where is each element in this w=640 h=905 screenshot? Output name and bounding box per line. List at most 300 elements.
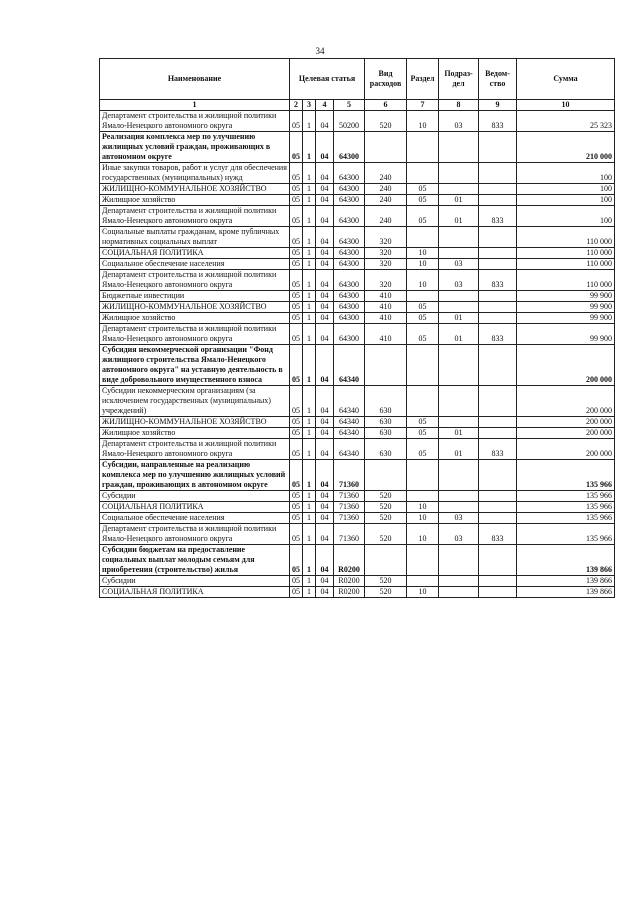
row-target-part-3: 04 [316,259,334,270]
row-target-part-1: 05 [290,302,303,313]
row-department [479,587,517,598]
header-department: Ведом-ство [479,59,517,100]
row-target-part-3: 04 [316,502,334,513]
row-name: Департамент строительства и жилищной политики Ямало-Ненецкого автономного округа [100,324,290,345]
row-department [479,248,517,259]
row-target-part-4: 64300 [334,291,365,302]
row-target-part-2: 1 [303,524,316,545]
row-department [479,163,517,184]
row-target-part-2: 1 [303,302,316,313]
row-subsection: 01 [439,324,479,345]
header-subsection: Подраз-дел [439,59,479,100]
table-row [100,195,615,206]
row-section: 05 [407,195,439,206]
row-target-part-2: 1 [303,460,316,491]
row-target-part-1: 05 [290,227,303,248]
row-target-part-4: R0200 [334,576,365,587]
row-amount: 210 000 [517,132,615,163]
header-target-article: Целевая статья [290,59,365,100]
row-subsection [439,345,479,386]
row-section: 05 [407,417,439,428]
row-department [479,291,517,302]
row-target-part-1: 05 [290,417,303,428]
row-amount: 135 966 [517,513,615,524]
row-expense-type: 520 [365,111,407,132]
row-name: Департамент строительства и жилищной политики Ямало-Ненецкого автономного округа [100,206,290,227]
row-target-part-1: 05 [290,386,303,417]
row-target-part-1: 05 [290,428,303,439]
column-number: 2 [290,100,303,111]
table-row [100,291,615,302]
row-target-part-1: 05 [290,270,303,291]
row-target-part-4: 64300 [334,227,365,248]
row-expense-type: 520 [365,513,407,524]
row-amount: 99 900 [517,324,615,345]
row-section: 05 [407,206,439,227]
row-department: 833 [479,206,517,227]
row-target-part-4: 71360 [334,460,365,491]
row-target-part-3: 04 [316,111,334,132]
row-target-part-2: 1 [303,195,316,206]
row-target-part-1: 05 [290,513,303,524]
row-target-part-1: 05 [290,132,303,163]
row-target-part-4: 71360 [334,513,365,524]
table-row [100,439,615,460]
table-row [100,259,615,270]
row-name: Департамент строительства и жилищной политики Ямало-Ненецкого автономного округа [100,270,290,291]
row-section: 05 [407,302,439,313]
column-number: 5 [334,100,365,111]
row-target-part-3: 04 [316,313,334,324]
row-department [479,576,517,587]
row-department: 833 [479,524,517,545]
row-subsection: 01 [439,313,479,324]
row-name: СОЦИАЛЬНАЯ ПОЛИТИКА [100,248,290,259]
row-target-part-2: 1 [303,502,316,513]
row-target-part-3: 04 [316,513,334,524]
row-department [479,227,517,248]
row-amount: 135 966 [517,491,615,502]
row-expense-type: 410 [365,324,407,345]
row-target-part-3: 04 [316,345,334,386]
row-expense-type: 630 [365,386,407,417]
row-target-part-1: 05 [290,206,303,227]
table-row [100,111,615,132]
row-target-part-2: 1 [303,513,316,524]
row-name: Реализация комплекса мер по улучшению жилищных условий граждан, проживающих в автономном округе [100,132,290,163]
table-row [100,227,615,248]
row-section [407,576,439,587]
row-target-part-4: 64340 [334,417,365,428]
table-row [100,386,615,417]
row-name: Департамент строительства и жилищной политики Ямало-Ненецкого автономного округа [100,111,290,132]
row-target-part-3: 04 [316,227,334,248]
row-expense-type: 320 [365,227,407,248]
row-subsection: 03 [439,270,479,291]
row-expense-type: 520 [365,576,407,587]
row-amount: 99 900 [517,291,615,302]
row-target-part-1: 05 [290,195,303,206]
row-expense-type [365,545,407,576]
row-section: 10 [407,587,439,598]
row-target-part-1: 05 [290,248,303,259]
row-amount: 100 [517,195,615,206]
table-row [100,345,615,386]
row-section [407,386,439,417]
row-expense-type: 320 [365,259,407,270]
row-amount: 200 000 [517,345,615,386]
row-target-part-2: 1 [303,163,316,184]
column-number: 6 [365,100,407,111]
row-expense-type [365,345,407,386]
row-section [407,227,439,248]
table-row [100,324,615,345]
table-row [100,206,615,227]
row-amount: 200 000 [517,428,615,439]
row-name: Субсидии, направленные на реализацию комплекса мер по улучшению жилищных условий граждан, проживающих в автономном округе [100,460,290,491]
row-target-part-4: 64300 [334,195,365,206]
row-amount: 110 000 [517,248,615,259]
row-department [479,513,517,524]
row-name: Жилищное хозяйство [100,195,290,206]
row-name: Социальное обеспечение населения [100,259,290,270]
row-department [479,386,517,417]
row-department [479,195,517,206]
row-expense-type: 520 [365,524,407,545]
row-target-part-4: 64300 [334,206,365,227]
row-amount: 110 000 [517,270,615,291]
row-subsection: 03 [439,259,479,270]
row-name: ЖИЛИЩНО-КОММУНАЛЬНОЕ ХОЗЯЙСТВО [100,417,290,428]
row-target-part-2: 1 [303,184,316,195]
row-section [407,163,439,184]
row-target-part-3: 04 [316,324,334,345]
row-target-part-3: 04 [316,417,334,428]
row-subsection [439,291,479,302]
row-target-part-2: 1 [303,439,316,460]
row-name: Иные закупки товаров, работ и услуг для обеспечения государственных (муниципальных) нужд [100,163,290,184]
row-target-part-4: 64300 [334,248,365,259]
row-subsection [439,502,479,513]
row-target-part-2: 1 [303,324,316,345]
row-target-part-3: 04 [316,491,334,502]
row-name: Субсидии [100,491,290,502]
header-amount: Сумма [517,59,615,100]
column-number: 7 [407,100,439,111]
row-department [479,545,517,576]
row-target-part-4: 64300 [334,163,365,184]
row-target-part-3: 04 [316,545,334,576]
row-expense-type: 240 [365,184,407,195]
row-target-part-3: 04 [316,576,334,587]
row-amount: 200 000 [517,417,615,428]
row-target-part-3: 04 [316,428,334,439]
row-department [479,417,517,428]
row-target-part-1: 05 [290,111,303,132]
row-expense-type: 240 [365,195,407,206]
row-target-part-4: 71360 [334,491,365,502]
row-target-part-4: 64300 [334,259,365,270]
column-number-row [100,100,615,111]
row-name: СОЦИАЛЬНАЯ ПОЛИТИКА [100,502,290,513]
row-target-part-4: 64340 [334,439,365,460]
table-row [100,270,615,291]
row-expense-type: 520 [365,491,407,502]
row-target-part-4: R0200 [334,545,365,576]
row-target-part-2: 1 [303,587,316,598]
row-target-part-1: 05 [290,313,303,324]
row-name: Социальные выплаты гражданам, кроме публичных нормативных социальных выплат [100,227,290,248]
row-amount: 25 323 [517,111,615,132]
row-expense-type: 630 [365,439,407,460]
row-target-part-2: 1 [303,345,316,386]
row-target-part-1: 05 [290,163,303,184]
row-subsection [439,386,479,417]
row-target-part-2: 1 [303,270,316,291]
row-department [479,428,517,439]
table-row [100,163,615,184]
row-target-part-1: 05 [290,587,303,598]
row-target-part-2: 1 [303,386,316,417]
row-target-part-1: 05 [290,259,303,270]
row-target-part-4: 64340 [334,345,365,386]
row-target-part-1: 05 [290,545,303,576]
row-name: СОЦИАЛЬНАЯ ПОЛИТИКА [100,587,290,598]
row-amount: 139 866 [517,576,615,587]
row-section: 10 [407,111,439,132]
row-name: Субсидия некоммерческой организации "Фонд жилищного строительства Ямало-Ненецкого автономного округа" на уставную деятельность в виде добровольного имущественного взноса [100,345,290,386]
row-expense-type: 630 [365,417,407,428]
row-name: Бюджетные инвестиции [100,291,290,302]
row-section [407,132,439,163]
row-target-part-1: 05 [290,345,303,386]
row-department: 833 [479,270,517,291]
row-target-part-3: 04 [316,195,334,206]
row-subsection: 03 [439,513,479,524]
row-department [479,502,517,513]
row-section [407,545,439,576]
row-target-part-3: 04 [316,587,334,598]
column-number: 8 [439,100,479,111]
row-section [407,345,439,386]
row-subsection: 01 [439,439,479,460]
row-name: Департамент строительства и жилищной политики Ямало-Ненецкого автономного округа [100,439,290,460]
row-target-part-1: 05 [290,439,303,460]
header-name: Наименование [100,59,290,100]
row-section: 05 [407,428,439,439]
row-name: Департамент строительства и жилищной политики Ямало-Ненецкого автономного округа [100,524,290,545]
row-subsection [439,302,479,313]
table-row [100,576,615,587]
row-expense-type: 520 [365,502,407,513]
table-row [100,524,615,545]
row-target-part-1: 05 [290,502,303,513]
row-section: 10 [407,248,439,259]
row-target-part-2: 1 [303,132,316,163]
row-target-part-2: 1 [303,545,316,576]
row-section: 10 [407,513,439,524]
row-target-part-3: 04 [316,270,334,291]
row-target-part-4: 64300 [334,132,365,163]
row-amount: 99 900 [517,302,615,313]
row-target-part-4: 64300 [334,184,365,195]
row-subsection [439,184,479,195]
row-target-part-4: 64300 [334,324,365,345]
row-subsection [439,576,479,587]
row-section: 10 [407,502,439,513]
row-expense-type: 630 [365,428,407,439]
row-subsection: 01 [439,206,479,227]
row-amount: 99 900 [517,313,615,324]
row-target-part-3: 04 [316,524,334,545]
row-department [479,313,517,324]
row-name: Жилищное хозяйство [100,313,290,324]
row-section: 05 [407,439,439,460]
row-subsection: 01 [439,428,479,439]
row-target-part-2: 1 [303,291,316,302]
row-department [479,132,517,163]
column-number: 10 [517,100,615,111]
row-target-part-4: 64300 [334,302,365,313]
table-row [100,132,615,163]
table-row [100,460,615,491]
row-department [479,491,517,502]
row-amount: 100 [517,163,615,184]
row-subsection: 03 [439,111,479,132]
row-section [407,460,439,491]
row-name: ЖИЛИЩНО-КОММУНАЛЬНОЕ ХОЗЯЙСТВО [100,302,290,313]
row-target-part-2: 1 [303,111,316,132]
row-expense-type: 410 [365,313,407,324]
row-target-part-3: 04 [316,206,334,227]
row-target-part-4: 71360 [334,524,365,545]
row-target-part-2: 1 [303,206,316,227]
row-target-part-4: 64300 [334,313,365,324]
row-name: Социальное обеспечение населения [100,513,290,524]
row-section: 10 [407,259,439,270]
row-expense-type [365,460,407,491]
row-subsection: 01 [439,195,479,206]
column-number: 4 [316,100,334,111]
row-amount: 100 [517,206,615,227]
row-name: ЖИЛИЩНО-КОММУНАЛЬНОЕ ХОЗЯЙСТВО [100,184,290,195]
row-subsection: 03 [439,524,479,545]
row-subsection [439,587,479,598]
table-body [100,111,615,598]
row-name: Субсидии некоммерческим организациям (за исключением государственных (муниципальных) учреждений) [100,386,290,417]
table-row [100,248,615,259]
row-section: 10 [407,524,439,545]
row-amount: 135 966 [517,524,615,545]
row-expense-type: 410 [365,291,407,302]
budget-table [99,58,615,598]
row-target-part-3: 04 [316,291,334,302]
column-number: 3 [303,100,316,111]
row-target-part-2: 1 [303,313,316,324]
header-section: Раздел [407,59,439,100]
row-name: Жилищное хозяйство [100,428,290,439]
row-amount: 139 866 [517,545,615,576]
row-target-part-2: 1 [303,576,316,587]
row-subsection [439,227,479,248]
row-target-part-4: 64340 [334,428,365,439]
row-target-part-2: 1 [303,491,316,502]
table-row [100,491,615,502]
row-section: 05 [407,313,439,324]
row-amount: 100 [517,184,615,195]
row-target-part-2: 1 [303,227,316,248]
row-department [479,460,517,491]
table-row [100,302,615,313]
row-expense-type [365,132,407,163]
row-amount: 135 966 [517,460,615,491]
row-expense-type: 410 [365,302,407,313]
table-row [100,513,615,524]
row-target-part-2: 1 [303,417,316,428]
row-target-part-3: 04 [316,163,334,184]
row-target-part-4: 50200 [334,111,365,132]
row-subsection [439,417,479,428]
row-section [407,291,439,302]
row-subsection [439,460,479,491]
row-target-part-2: 1 [303,248,316,259]
row-expense-type: 320 [365,270,407,291]
row-target-part-3: 04 [316,184,334,195]
row-target-part-3: 04 [316,248,334,259]
row-department: 833 [479,324,517,345]
row-name: Субсидии [100,576,290,587]
row-expense-type: 320 [365,248,407,259]
row-subsection [439,248,479,259]
table-row [100,184,615,195]
row-target-part-1: 05 [290,324,303,345]
page-number: 34 [315,46,325,56]
row-subsection [439,545,479,576]
row-section: 10 [407,270,439,291]
row-name: Субсидии бюджетам на предоставление социальных выплат молодым семьям для приобретения (строительство) жилья [100,545,290,576]
table-row [100,313,615,324]
header-expense-type: Вид расходов [365,59,407,100]
row-target-part-3: 04 [316,132,334,163]
row-expense-type: 240 [365,163,407,184]
row-department [479,345,517,386]
row-expense-type: 520 [365,587,407,598]
row-target-part-4: 64340 [334,386,365,417]
table-row [100,545,615,576]
row-target-part-1: 05 [290,460,303,491]
row-target-part-1: 05 [290,524,303,545]
row-target-part-1: 05 [290,291,303,302]
column-number: 1 [100,100,290,111]
row-amount: 110 000 [517,227,615,248]
row-target-part-3: 04 [316,460,334,491]
row-section: 05 [407,324,439,345]
row-target-part-2: 1 [303,259,316,270]
row-subsection [439,163,479,184]
table-row [100,502,615,513]
row-department [479,259,517,270]
row-target-part-4: R0200 [334,587,365,598]
row-amount: 139 866 [517,587,615,598]
row-target-part-3: 04 [316,439,334,460]
row-expense-type: 240 [365,206,407,227]
row-target-part-1: 05 [290,184,303,195]
row-target-part-4: 64300 [334,270,365,291]
row-target-part-2: 1 [303,428,316,439]
row-amount: 200 000 [517,439,615,460]
row-subsection [439,491,479,502]
row-target-part-3: 04 [316,302,334,313]
